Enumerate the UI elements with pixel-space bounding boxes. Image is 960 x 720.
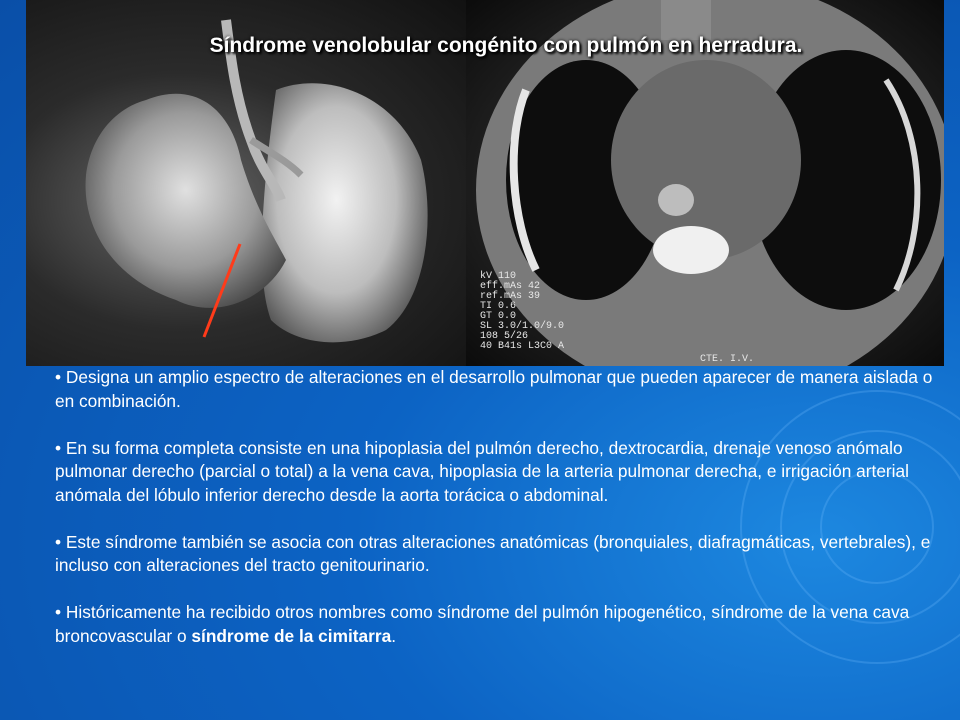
vertebra bbox=[653, 226, 729, 274]
paragraph-text: Designa un amplio espectro de alteraciones en el desarrollo pulmonar que pueden aparecer de manera aislada o en combinación. bbox=[55, 367, 933, 411]
left-lung-shape bbox=[262, 83, 428, 342]
ct-parameter-line: eff.mAs 42 bbox=[480, 281, 541, 292]
ct-parameter-line: ref.mAs 39 bbox=[480, 291, 541, 302]
bullet-paragraph bbox=[55, 531, 950, 578]
ct-parameter-line: SL 3.0/1.0/9.0 bbox=[480, 321, 565, 332]
ct-parameter-line: TI 0.6 bbox=[480, 301, 517, 312]
bullet-marker: • bbox=[55, 437, 62, 458]
ct-contrast-label: CTE. I.V. bbox=[700, 354, 755, 365]
slide-body bbox=[55, 366, 950, 672]
ct-parameter-line: GT 0.0 bbox=[480, 311, 517, 322]
paragraph-text: En su forma completa consiste en una hipoplasia del pulmón derecho, dextrocardia, drenaje venoso anómalo pulmonar derecho (parcial o total) a la vena cava, hipoplasia de la arteria pulmonar derecha, e irrigación arterial anómala del lóbulo inferior derecho desde la aorta torácica o abdominal. bbox=[55, 437, 909, 505]
paragraph-text: Históricamente ha recibido otros nombres como síndrome del pulmón hipogenético, síndrome de la vena cava broncovascular o bbox=[55, 602, 910, 646]
ct-parameter-line: 108 5/26 bbox=[480, 331, 529, 342]
ct-parameter-line: kV 110 bbox=[480, 271, 517, 282]
bullet-paragraph bbox=[55, 437, 950, 508]
bullet-marker: • bbox=[55, 367, 62, 387]
paragraph-text-end: . bbox=[391, 625, 396, 646]
slide-title: Síndrome venolobular congénito con pulmón en herradura. bbox=[209, 34, 803, 57]
right-lung-shape bbox=[86, 94, 286, 308]
bullet-marker: • bbox=[55, 531, 62, 552]
ct-parameter-line: 40 B41s L3C0 A bbox=[480, 341, 565, 352]
paragraph-text: Este síndrome también se asocia con otras alteraciones anatómicas (bronquiales, diafragmáticas, vertebrales), e incluso con alteraciones del tracto genitourinario. bbox=[55, 531, 931, 575]
aorta bbox=[658, 184, 694, 216]
bullet-paragraph bbox=[55, 366, 950, 413]
ct-parameters bbox=[480, 272, 564, 352]
paragraph-bold-text: síndrome de la cimitarra bbox=[191, 625, 392, 646]
bullet-paragraph bbox=[55, 601, 950, 648]
bullet-marker: • bbox=[55, 602, 62, 622]
